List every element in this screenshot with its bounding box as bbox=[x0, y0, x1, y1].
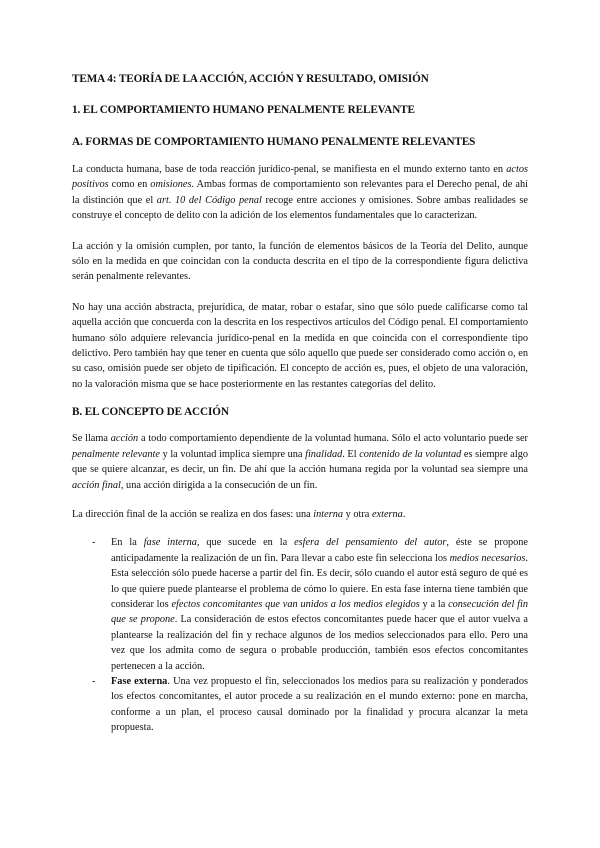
paragraph-concepto-accion bbox=[72, 431, 528, 493]
list-item-fase-interna bbox=[72, 535, 528, 674]
text-run: a todo comportamiento dependiente de la voluntad humana. Sólo el acto voluntario puede ser bbox=[138, 433, 528, 445]
list-item-fase-externa bbox=[72, 674, 528, 736]
bullet-dash: - bbox=[92, 675, 96, 687]
text-run: consecución del fin que se propone bbox=[111, 598, 528, 626]
text-run: . Una vez propuesto el fin, seleccionados los medios para su realización y ponderados los efectos concomitantes, el autor procede a su realización en el mundo externo: pone en marcha, conforme a un plan, el proceso causal dominado por la finalidad y procura alcanzar la meta propuesta. bbox=[111, 675, 528, 734]
text-run: , éste se propone anticipadamente la realización de un fin. Para llevar a cabo este fin selecciona los bbox=[111, 537, 528, 564]
paragraph-direccion-final bbox=[72, 507, 528, 522]
text-run: es siempre algo que se quiere alcanzar, es decir, un fin. De ahí que la acción humana regida por la voluntad sea siempre una bbox=[72, 448, 529, 476]
text-run: . El bbox=[342, 448, 360, 460]
text-run: externa bbox=[371, 508, 403, 520]
text-run: Se llama bbox=[72, 433, 111, 445]
paragraph-conducta-humana bbox=[72, 162, 528, 224]
text-run: . bbox=[402, 508, 406, 520]
text-run: y la voluntad implica siempre una bbox=[159, 448, 306, 460]
document-title: TEMA 4: TEORÍA DE LA ACCIÓN, ACCIÓN Y RESULTADO, OMISIÓN bbox=[72, 73, 429, 85]
text-run: , una acción dirigida a la consecución de un fin. bbox=[120, 479, 318, 491]
text-run: . Ambas formas de comportamiento son relevantes para el Derecho penal, de ahí la distinción que el bbox=[72, 179, 528, 206]
subsection-heading-b: B. EL CONCEPTO DE ACCIÓN bbox=[72, 406, 229, 419]
bullet-dash: - bbox=[92, 537, 96, 549]
text-run: . La consideración de estos efectos concomitantes puede hacer que el autor vuelva a plantearse la realización del fin y rechace algunos de los medios seleccionados para ello. Pero una vez que los admita como de segura o probable producción, también esos efectos concomitantes pertenecen a la acción. bbox=[111, 614, 528, 672]
text-run: finalidad bbox=[305, 448, 343, 460]
section-heading-1: 1. EL COMPORTAMIENTO HUMANO PENALMENTE RELEVANTE bbox=[72, 104, 415, 116]
text-run: La conducta humana, base de toda reacción jurídico-penal, se manifiesta en el mundo externo tanto en bbox=[72, 164, 507, 175]
subsection-heading-a: A. FORMAS DE COMPORTAMIENTO HUMANO PENALMENTE RELEVANTES bbox=[72, 136, 476, 148]
text-run: interna bbox=[313, 508, 344, 520]
text-run: omisiones bbox=[150, 179, 192, 191]
text-run: penalmente relevante bbox=[72, 448, 160, 460]
text-run: que sucede en la bbox=[199, 537, 295, 549]
text-run: Fase externa bbox=[111, 675, 168, 687]
paragraph-accion-abstracta: No hay una acción abstracta, prejurídica, de matar, robar o estafar, sino que sólo puede calificarse como tal aquella acción que concuerda con la descrita en los respectivos artículos del Código penal. El comportamiento humano sólo adquiere relevancia jurídico-penal en la medida en que coincida con el correspondiente tipo delictivo. Pero también hay que tener en cuenta que sólo aquello que puede ser considerado como acción o, en su caso, omisión puede ser objeto de tipificación. El concepto de acción es, pues, el objeto de una valoración, no la valoración misma que se hace posteriormente en las restantes categorías del delito. bbox=[72, 301, 528, 390]
text-run: contenido de la voluntad bbox=[359, 448, 462, 460]
text-run: recoge entre acciones y omisiones. Sobre ambas realidades se construye el concepto de delito con la adición de los elementos fundamentales que lo caracterizan. bbox=[72, 194, 529, 222]
paragraph-accion-omision: La acción y la omisión cumplen, por tanto, la función de elementos básicos de la Teoría del Delito, aunque sólo en la medida en que coincidan con la conducta descrita en el tipo de la correspondiente figura delictiva serán penalmente relevantes. bbox=[72, 240, 528, 283]
text-run: esfera del pensamiento del autor bbox=[294, 537, 447, 549]
text-run: acción final bbox=[72, 479, 121, 491]
text-run: fase interna, bbox=[143, 537, 200, 549]
text-run: actos positivos bbox=[72, 164, 528, 191]
text-run: efectos concomitantes que van unidos a los medios elegidos bbox=[171, 598, 420, 610]
text-run: . Esta selección sólo puede hacerse a partir del fin. Es decir, sólo cuando el autor está seguro de qué es lo que quiere puede plantearse el problema de cómo lo quiere. En esta fase interna tiene también que considerar los bbox=[111, 552, 528, 610]
text-run: acción bbox=[110, 433, 139, 445]
text-run: medios necesarios bbox=[449, 552, 526, 564]
text-run: y a la bbox=[419, 598, 449, 610]
text-run: art. 10 del Código penal bbox=[156, 194, 262, 206]
text-run: La dirección final de la acción se realiza en dos fases: una bbox=[72, 508, 314, 520]
document-body bbox=[72, 72, 528, 736]
text-run: En la bbox=[111, 537, 144, 549]
text-run: como en bbox=[108, 179, 151, 191]
text-run: y otra bbox=[343, 508, 372, 520]
